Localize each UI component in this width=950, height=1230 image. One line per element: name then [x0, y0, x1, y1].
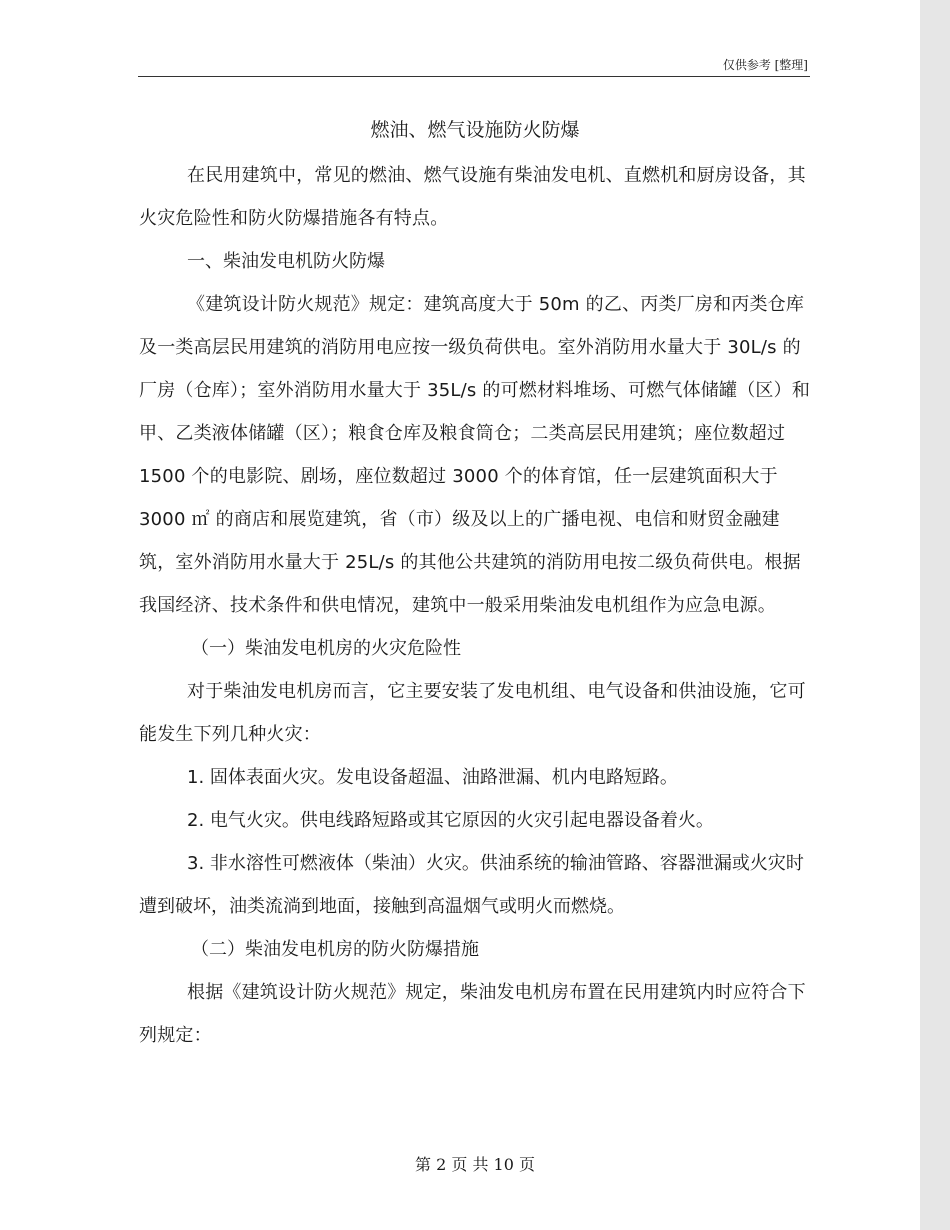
list-item: 3. 非水溶性可燃液体（柴油）火灾。供油系统的输油管路、容器泄漏或火灾时遭到破坏，油类流淌到地面，接触到高温烟气或明火而燃烧。: [139, 853, 804, 917]
list-item: 2. 电气火灾。供电线路短路或其它原因的火灾引起电器设备着火。: [187, 810, 714, 831]
section-1-heading: 一、柴油发电机防火防爆: [187, 251, 385, 272]
section-1-paragraph: 《建筑设计防火规范》规定：建筑高度大于 50m 的乙、丙类厂房和丙类仓库及一类高层民用建筑的消防用电应按一级负荷供电。室外消防用水量大于 30L/s 的厂房（仓库）；室外消防用水量大于 35L/s 的可燃材料堆场、可燃气体储罐（区）和甲、乙类液体储罐（区）；粮食仓库及粮食筒仓；二类高层民用建筑；座位数超过 1500 个的电影院、剧场，座位数超过 3000 个的体育馆，任一层建筑面积大于 3000 ㎡ 的商店和展览建筑，省（市）级及以上的广播电视、电信和财贸金融建筑，室外消防用水量大于 25L/s 的其他公共建筑的消防用电按二级负荷供电。根据我国经济、技术条件和供电情况，建筑中一般采用柴油发电机组作为应急电源。: [139, 294, 811, 616]
subsection-2-heading: （二）柴油发电机房的防火防爆措施: [191, 939, 479, 960]
header-note: 仅供参考 [整理]: [722, 58, 808, 72]
subsection-2-paragraph: 根据《建筑设计防火规范》规定，柴油发电机房布置在民用建筑内时应符合下列规定：: [139, 982, 806, 1046]
subsection-1-heading: （一）柴油发电机房的火灾危险性: [191, 638, 461, 659]
intro-paragraph: 在民用建筑中，常见的燃油、燃气设施有柴油发电机、直燃机和厨房设备，其火灾危险性和防火防爆措施各有特点。: [139, 165, 806, 229]
list-item: 1. 固体表面火灾。发电设备超温、油路泄漏、机内电路短路。: [187, 767, 678, 788]
viewer-background: [920, 0, 950, 1230]
document-body: [139, 112, 811, 1057]
page-footer: 第 2 页 共 10 页: [415, 1155, 535, 1174]
header-rule: [138, 76, 810, 77]
document-title: 燃油、燃气设施防火防爆: [370, 119, 580, 141]
subsection-1-paragraph: 对于柴油发电机房而言，它主要安装了发电机组、电气设备和供油设施，它可能发生下列几种火灾：: [139, 681, 806, 745]
